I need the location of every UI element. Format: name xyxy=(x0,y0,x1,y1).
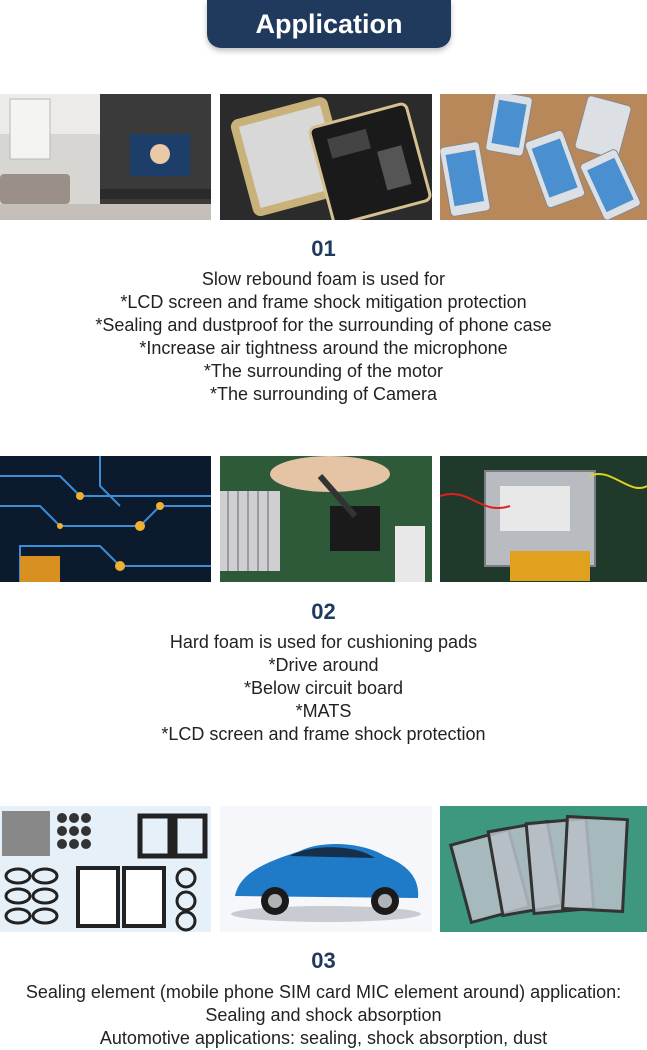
section-01-line: *Increase air tightness around the microphone xyxy=(139,338,508,358)
section-03-line: Automotive applications: sealing, shock absorption, dust xyxy=(99,1028,548,1048)
blue-car-photo xyxy=(220,806,432,932)
section-02-line: Hard foam is used for cushioning pads xyxy=(169,632,478,652)
section-number-03: 03 xyxy=(311,948,336,973)
transformer-photo xyxy=(440,456,647,582)
section-number-01: 01 xyxy=(311,236,336,261)
board-soldering-photo xyxy=(220,456,432,582)
foam-gaskets-photo xyxy=(0,806,211,932)
section-02-line: *LCD screen and frame shock protection xyxy=(161,724,486,744)
header-title: Application xyxy=(255,8,403,39)
section-02-line: *MATS xyxy=(295,701,352,721)
section-02-line: *Below circuit board xyxy=(243,678,404,698)
circuit-pattern-photo xyxy=(0,456,211,582)
section-01-line: Slow rebound foam is used for xyxy=(201,269,446,289)
phone-frame-board-photo xyxy=(220,94,432,220)
smartphones-pile-photo xyxy=(440,94,647,220)
photo-row-3 xyxy=(0,806,647,932)
application-header xyxy=(207,0,451,48)
section-02-line: *Drive around xyxy=(268,655,379,675)
screen-gaskets-photo xyxy=(440,806,647,932)
section-01-text xyxy=(0,268,647,406)
section-01-line: *The surrounding of the motor xyxy=(203,361,444,381)
section-01-line: *Sealing and dustproof for the surrounding of phone case xyxy=(95,315,552,335)
section-03-text xyxy=(0,981,647,1050)
photo-row-1 xyxy=(0,94,647,220)
section-03-line: Sealing element (mobile phone SIM card MIC element around) application: xyxy=(25,982,622,1002)
section-01-line: *LCD screen and frame shock mitigation protection xyxy=(120,292,527,312)
living-room-tv-photo xyxy=(0,94,211,220)
section-03-line: Sealing and shock absorption xyxy=(205,1005,442,1025)
section-number-02: 02 xyxy=(311,599,336,624)
photo-row-2 xyxy=(0,456,647,582)
section-01-line: *The surrounding of Camera xyxy=(209,384,438,404)
section-02-text xyxy=(0,631,647,746)
